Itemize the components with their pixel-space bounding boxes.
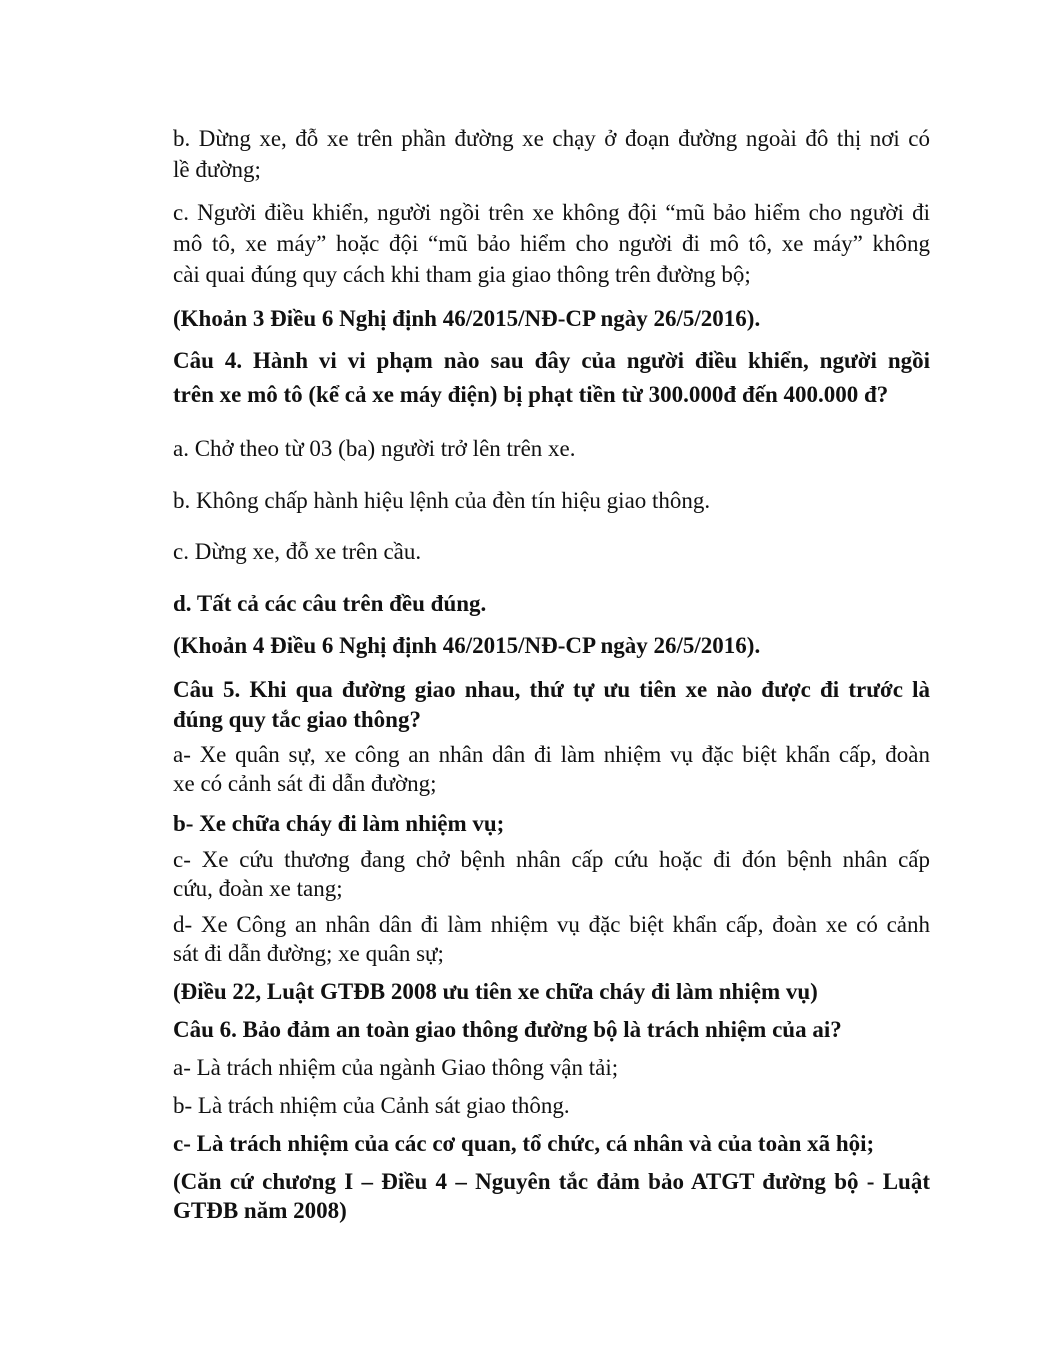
q5-option-d-line1: d- Xe Công an nhân dân đi làm nhiệm vụ đặc biệt khẩn cấp, đoàn xe có cảnh xyxy=(173,912,930,937)
q6-option-b: b- Là trách nhiệm của Cảnh sát giao thông. xyxy=(173,1093,570,1118)
q5-option-c-line2: cứu, đoàn xe tang; xyxy=(173,876,343,901)
q5-option-c-line1: c- Xe cứu thương đang chở bệnh nhân cấp cứu hoặc đi đón bệnh nhân cấp xyxy=(173,847,930,872)
q3-option-c-line2: mô tô, xe máy” hoặc đội “mũ bảo hiểm cho người đi mô tô, xe máy” không xyxy=(173,231,930,256)
q6-option-a: a- Là trách nhiệm của ngành Giao thông vận tải; xyxy=(173,1055,619,1080)
q6-option-c-answer: c- Là trách nhiệm của các cơ quan, tổ chức, cá nhân và của toàn xã hội; xyxy=(173,1131,875,1156)
q5-title-line2: đúng quy tắc giao thông? xyxy=(173,707,421,732)
q5-title-line1: Câu 5. Khi qua đường giao nhau, thứ tự ưu tiên xe nào được đi trước là xyxy=(173,677,930,702)
q4-option-b: b. Không chấp hành hiệu lệnh của đèn tín hiệu giao thông. xyxy=(173,488,711,513)
q5-option-a-line1: a- Xe quân sự, xe công an nhân dân đi làm nhiệm vụ đặc biệt khẩn cấp, đoàn xyxy=(173,742,930,767)
q4-option-a: a. Chở theo từ 03 (ba) người trở lên trên xe. xyxy=(173,436,576,461)
q4-reference: (Khoản 4 Điều 6 Nghị định 46/2015/NĐ-CP ngày 26/5/2016). xyxy=(173,633,761,658)
q6-reference-line1: (Căn cứ chương I – Điều 4 – Nguyên tắc đảm bảo ATGT đường bộ - Luật xyxy=(173,1169,930,1194)
q3-option-b-line2: lề đường; xyxy=(173,157,261,182)
q4-title-line2: trên xe mô tô (kể cả xe máy điện) bị phạt tiền từ 300.000đ đến 400.000 đ? xyxy=(173,382,889,407)
q4-option-d-answer: d. Tất cả các câu trên đều đúng. xyxy=(173,591,487,616)
q6-title: Câu 6. Bảo đảm an toàn giao thông đường bộ là trách nhiệm của ai? xyxy=(173,1017,842,1042)
q3-reference: (Khoản 3 Điều 6 Nghị định 46/2015/NĐ-CP ngày 26/5/2016). xyxy=(173,306,761,331)
q6-reference-line2: GTĐB năm 2008) xyxy=(173,1198,347,1223)
q3-option-c-line3: cài quai đúng quy cách khi tham gia giao thông trên đường bộ; xyxy=(173,262,751,287)
q3-option-c-line1: c. Người điều khiển, người ngồi trên xe không đội “mũ bảo hiểm cho người đi xyxy=(173,200,930,225)
q4-option-c: c. Dừng xe, đỗ xe trên cầu. xyxy=(173,539,422,564)
q5-option-d-line2: sát đi dẫn đường; xe quân sự; xyxy=(173,941,444,966)
q5-option-b-answer: b- Xe chữa cháy đi làm nhiệm vụ; xyxy=(173,811,505,836)
q4-title-line1: Câu 4. Hành vi vi phạm nào sau đây của người điều khiển, người ngồi xyxy=(173,348,930,373)
q5-reference: (Điều 22, Luật GTĐB 2008 ưu tiên xe chữa cháy đi làm nhiệm vụ) xyxy=(173,979,818,1004)
q3-option-b-line1: b. Dừng xe, đỗ xe trên phần đường xe chạy ở đoạn đường ngoài đô thị nơi có xyxy=(173,126,930,151)
q5-option-a-line2: xe có cảnh sát đi dẫn đường; xyxy=(173,771,437,796)
